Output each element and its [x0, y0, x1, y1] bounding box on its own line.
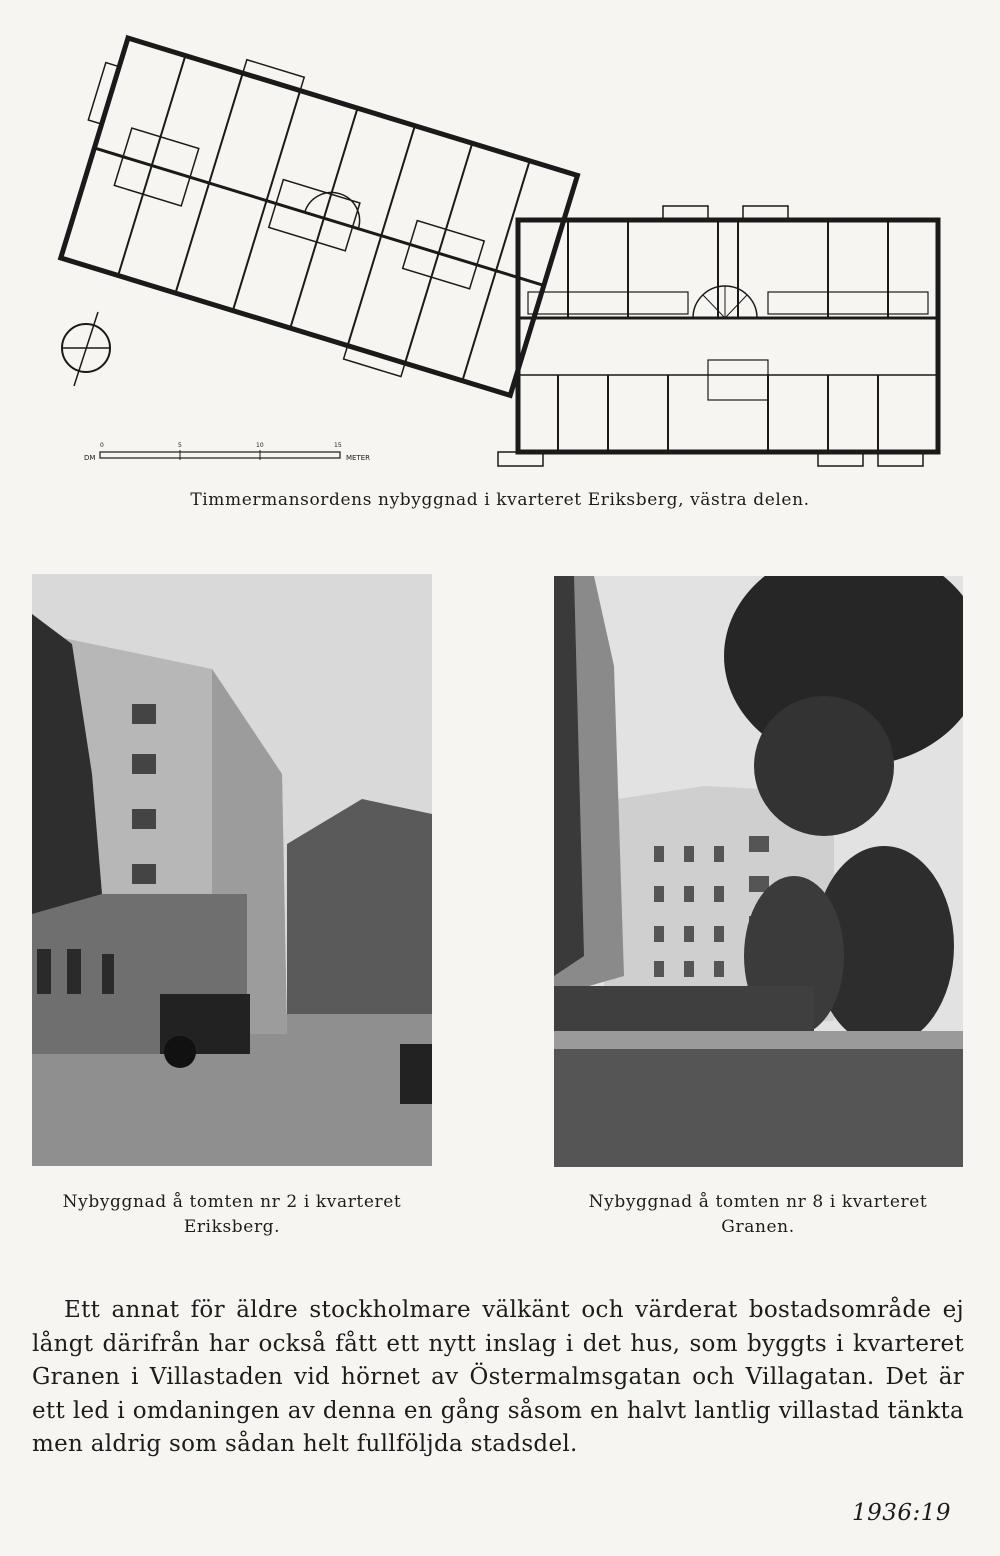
scale-bar: [100, 450, 340, 460]
scale-label: METER: [346, 454, 371, 462]
scale-tick: 15: [334, 442, 342, 449]
floor-plan: [28, 30, 968, 470]
scale-tick: 10: [256, 442, 264, 449]
scale-tick: 0: [100, 442, 104, 449]
plan-west-wing: [43, 30, 581, 409]
body-paragraph: Ett annat för äldre stockholmare välkänt och värderat bostadsområde ej långt därifrån har också fått ett nytt inslag i det hus, som byggts i kvarteret Granen i Villastaden vid hörnet av Östermalmsgatan och Villagatan. Det är ett led i omdaningen av denna en gång såsom en halvt lantlig villastad tänkta men aldrig som sådan helt fullföljda stadsdel.: [32, 1297, 964, 1457]
photo-granen: [554, 576, 963, 1167]
scale-tick: 5: [178, 442, 182, 449]
scale-prefix: DM: [84, 454, 96, 462]
plan-east-wing: [498, 206, 938, 466]
page-number: 1936:19: [852, 1500, 952, 1526]
compass-icon: [62, 312, 110, 386]
photo-eriksberg-caption: Nybyggnad å tomten nr 2 i kvarteret Eriksberg.: [62, 1192, 402, 1237]
floor-plan-caption: Timmermansordens nybyggnad i kvarteret Eriksberg, västra delen.: [190, 490, 810, 510]
photo-granen-caption: Nybyggnad å tomten nr 8 i kvarteret Granen.: [588, 1192, 928, 1237]
photo-eriksberg: [32, 574, 432, 1166]
